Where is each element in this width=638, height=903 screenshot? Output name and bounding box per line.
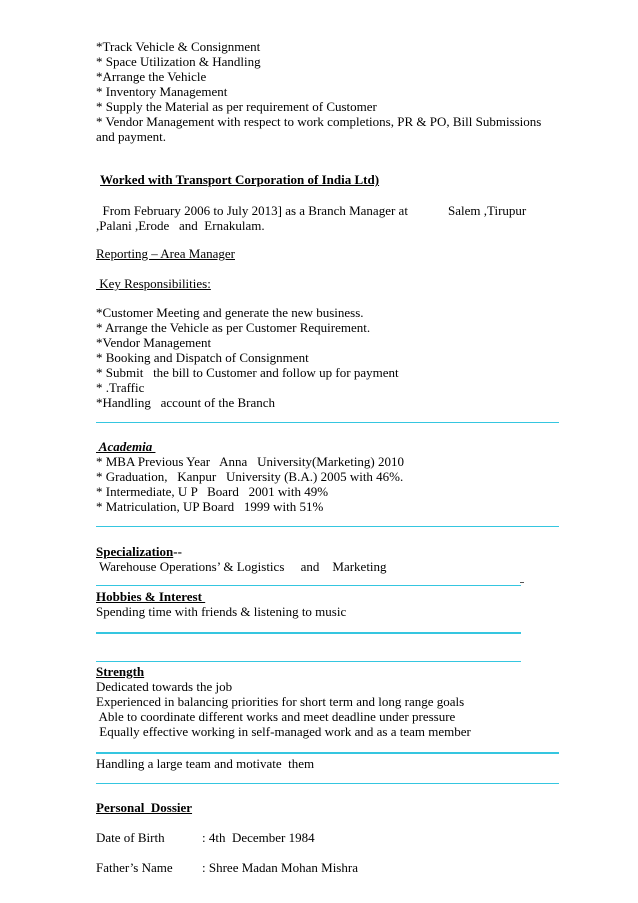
dob-label: Date of Birth bbox=[96, 830, 165, 845]
specialization-heading: Specialization bbox=[96, 544, 174, 559]
strength-item-2: Experienced in balancing priorities for short term and long range goals bbox=[96, 694, 465, 709]
strength-heading: Strength bbox=[96, 664, 145, 679]
specialization-heading-line bbox=[96, 544, 182, 559]
strength-item-1: Dedicated towards the job bbox=[96, 679, 233, 694]
divider-4 bbox=[96, 632, 521, 634]
academia-item-2: * Graduation, Kanpur University (B.A.) 2005 with 46%. bbox=[96, 469, 404, 484]
divider-3 bbox=[96, 585, 521, 586]
divider-1 bbox=[96, 422, 559, 423]
hobbies-heading: Hobbies & Interest bbox=[96, 589, 206, 604]
prev-resp-line-4: * Inventory Management bbox=[96, 84, 228, 99]
dob-value: : 4th December 1984 bbox=[202, 830, 315, 845]
father-value: : Shree Madan Mohan Mishra bbox=[202, 860, 358, 875]
tci-heading: Worked with Transport Corporation of India Ltd) bbox=[100, 172, 380, 187]
divider-2 bbox=[96, 526, 559, 527]
divider-7 bbox=[96, 783, 559, 784]
prev-resp-line-7: and payment. bbox=[96, 129, 167, 144]
tci-locations-cont: ,Palani ,Erode and Ernakulam. bbox=[96, 218, 265, 233]
strength-item-3: Able to coordinate different works and meet deadline under pressure bbox=[96, 709, 456, 724]
personal-heading: Personal Dossier bbox=[96, 800, 193, 815]
academia-item-1: * MBA Previous Year Anna University(Marketing) 2010 bbox=[96, 454, 405, 469]
prev-resp-line-5: * Supply the Material as per requirement of Customer bbox=[96, 99, 377, 114]
specialization-text: Warehouse Operations’ & Logistics and Marketing bbox=[96, 559, 387, 574]
academia-heading: Academia bbox=[96, 439, 156, 454]
tci-item-2: * Arrange the Vehicle as per Customer Requirement. bbox=[96, 320, 371, 335]
tci-item-5: * Submit the bill to Customer and follow up for payment bbox=[96, 365, 399, 380]
divider-5 bbox=[96, 661, 521, 662]
academia-item-4: * Matriculation, UP Board 1999 with 51% bbox=[96, 499, 324, 514]
tci-reporting: Reporting – Area Manager bbox=[96, 246, 235, 261]
tci-locations-right: Salem ,Tirupur bbox=[448, 203, 527, 218]
prev-resp-line-2: * Space Utilization & Handling bbox=[96, 54, 261, 69]
divider-6 bbox=[96, 752, 559, 754]
tci-item-4: * Booking and Dispatch of Consignment bbox=[96, 350, 309, 365]
hobbies-text: Spending time with friends & listening to music bbox=[96, 604, 347, 619]
tci-key-heading: Key Responsibilities: bbox=[96, 276, 211, 291]
tci-item-6: * .Traffic bbox=[96, 380, 145, 395]
prev-resp-line-6: * Vendor Management with respect to work completions, PR & PO, Bill Submissions bbox=[96, 114, 542, 129]
tci-item-7: *Handling account of the Branch bbox=[96, 395, 276, 410]
tci-item-1: *Customer Meeting and generate the new business. bbox=[96, 305, 364, 320]
stray-mark bbox=[520, 582, 524, 583]
prev-resp-line-3: *Arrange the Vehicle bbox=[96, 69, 207, 84]
father-label: Father’s Name bbox=[96, 860, 173, 875]
strength-extra: Handling a large team and motivate them bbox=[96, 756, 315, 771]
strength-item-4: Equally effective working in self-managed work and as a team member bbox=[96, 724, 471, 739]
specialization-suffix: -- bbox=[173, 544, 182, 559]
academia-item-3: * Intermediate, U P Board 2001 with 49% bbox=[96, 484, 329, 499]
prev-resp-line-1: *Track Vehicle & Consignment bbox=[96, 39, 261, 54]
tci-item-3: *Vendor Management bbox=[96, 335, 212, 350]
tci-period: From February 2006 to July 2013] as a Branch Manager at bbox=[96, 203, 408, 218]
